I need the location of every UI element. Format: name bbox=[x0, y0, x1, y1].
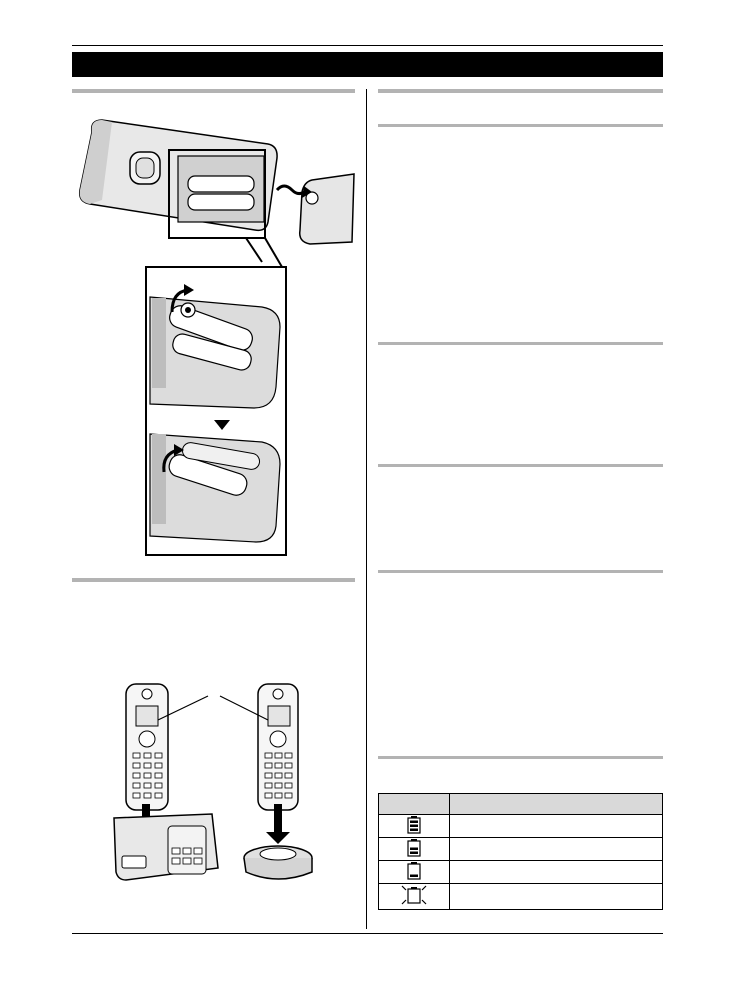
bottom-rule bbox=[72, 933, 663, 934]
charging-illustration bbox=[100, 676, 330, 886]
battery-medium-icon bbox=[379, 838, 450, 861]
right-section-divider bbox=[378, 124, 663, 127]
battery-status-table bbox=[378, 793, 663, 910]
right-section-divider bbox=[378, 756, 663, 759]
table-header-row bbox=[379, 794, 663, 815]
battery-full-icon bbox=[379, 815, 450, 838]
table-row bbox=[379, 884, 663, 910]
table-row bbox=[379, 861, 663, 884]
table-header-cell bbox=[450, 794, 663, 815]
top-rule bbox=[72, 45, 663, 46]
right-section-divider bbox=[378, 464, 663, 467]
battery-empty-flashing-icon bbox=[379, 884, 450, 910]
table-cell bbox=[450, 884, 663, 910]
table-cell bbox=[450, 861, 663, 884]
left-section-divider bbox=[72, 89, 355, 93]
table-row bbox=[379, 838, 663, 861]
column-separator bbox=[366, 89, 367, 929]
table-cell bbox=[450, 815, 663, 838]
left-section-divider bbox=[72, 578, 355, 582]
title-bar bbox=[72, 52, 663, 77]
right-section-divider bbox=[378, 342, 663, 345]
right-section-divider bbox=[378, 89, 663, 93]
battery-installation-illustration bbox=[72, 112, 360, 562]
table-cell bbox=[450, 838, 663, 861]
right-section-divider bbox=[378, 570, 663, 573]
table-header-cell bbox=[379, 794, 450, 815]
battery-low-icon bbox=[379, 861, 450, 884]
table-row bbox=[379, 815, 663, 838]
